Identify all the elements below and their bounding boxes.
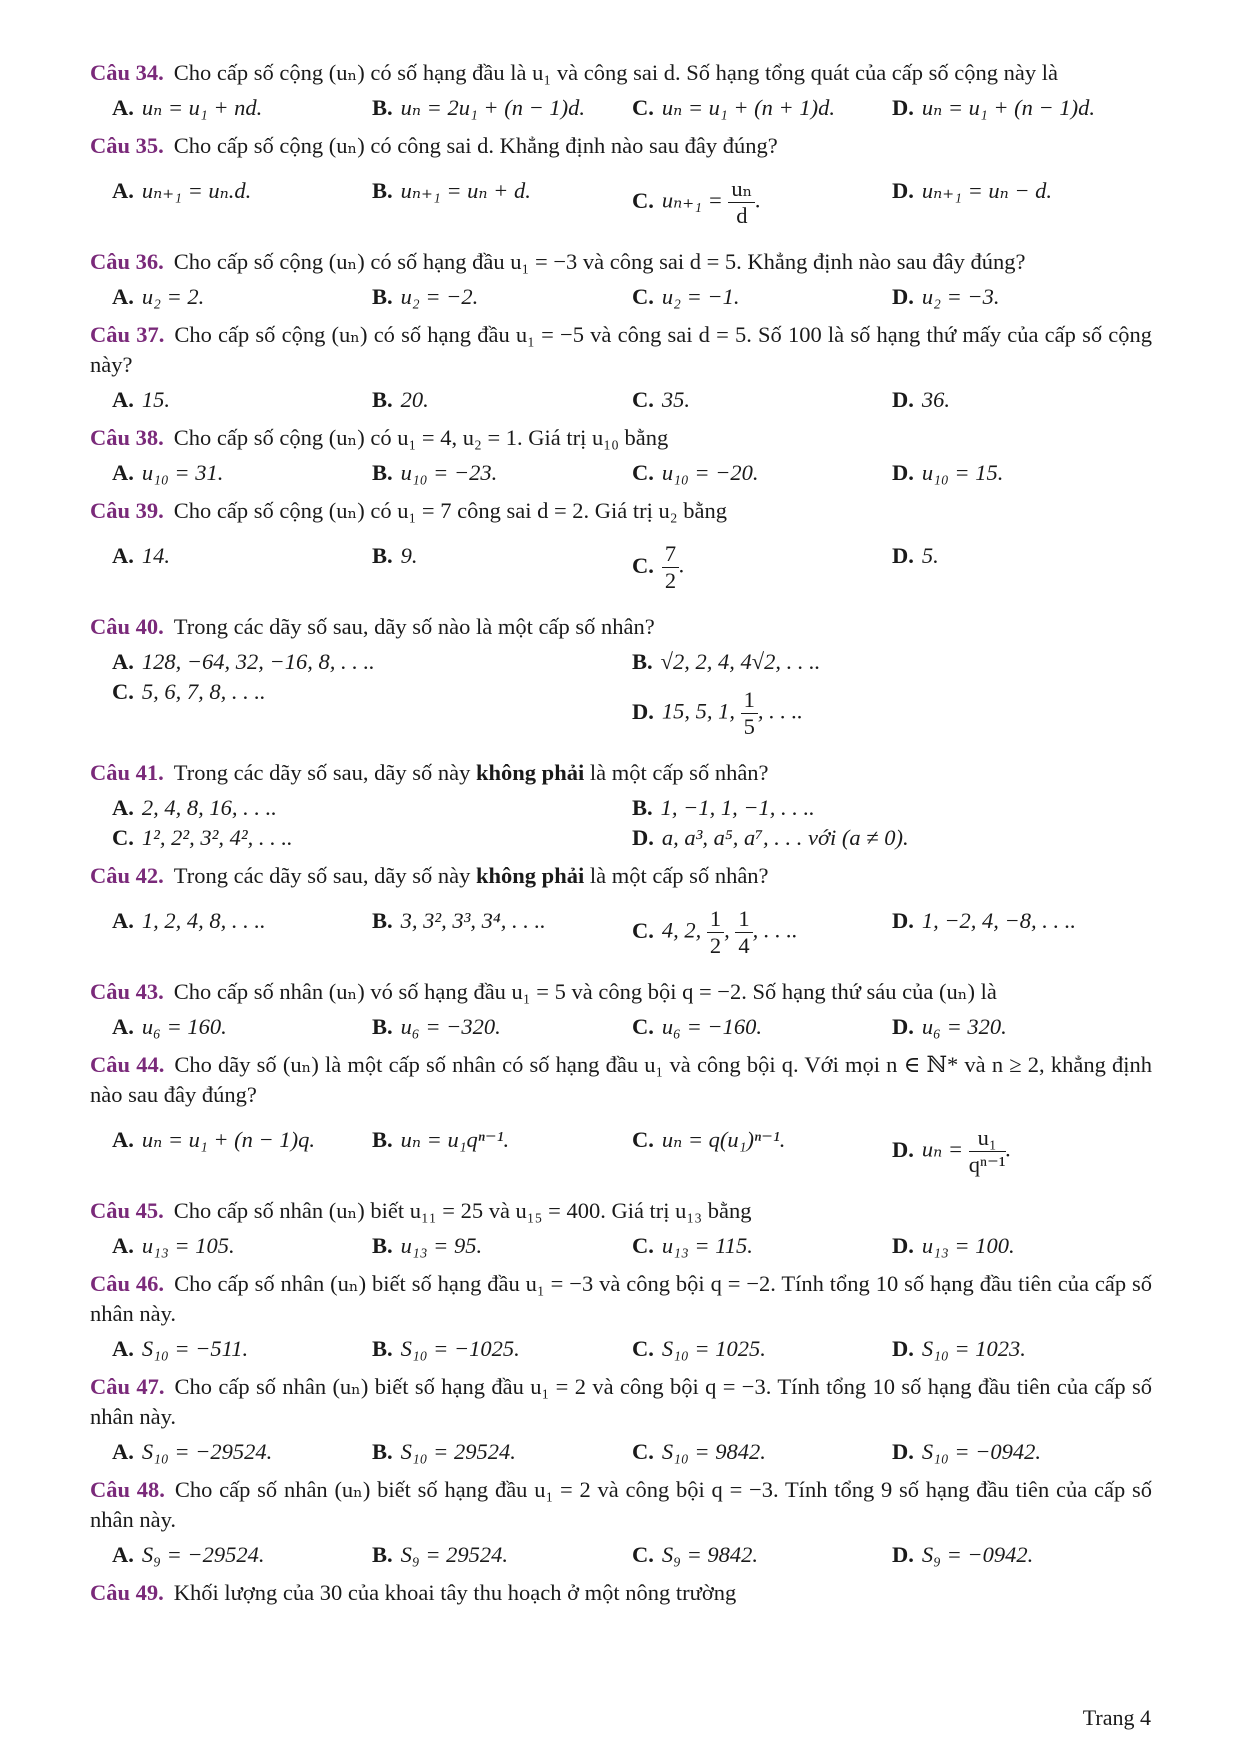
answer-option bbox=[632, 793, 1152, 823]
answer-option bbox=[372, 1334, 632, 1364]
question-stem bbox=[90, 861, 1152, 891]
answer-option bbox=[372, 531, 632, 604]
option-letter: C. bbox=[632, 1127, 654, 1152]
question bbox=[90, 247, 1152, 312]
option-text: √2, 2, 4, 4√2, . . .. bbox=[660, 649, 821, 674]
option-text: u₁₀ = 31. bbox=[141, 460, 224, 485]
option-text: 5. bbox=[921, 543, 939, 568]
question bbox=[90, 320, 1152, 415]
answer-option bbox=[632, 647, 1152, 677]
option-letter: A. bbox=[112, 460, 134, 485]
option-text: u₆ = 320. bbox=[921, 1014, 1007, 1039]
answer-options bbox=[90, 793, 1152, 853]
option-letter: A. bbox=[112, 1127, 134, 1152]
question bbox=[90, 1578, 1152, 1608]
answer-option bbox=[112, 166, 372, 239]
question-emphasis: không phải bbox=[476, 863, 585, 888]
question-text: Cho cấp số nhân (uₙ) biết u₁₁ = 25 và u₁₅ = 400. Giá trị u₁₃ bằng bbox=[173, 1198, 752, 1223]
option-letter: A. bbox=[112, 795, 134, 820]
answer-option bbox=[372, 385, 632, 415]
question bbox=[90, 612, 1152, 750]
answer-option bbox=[892, 1231, 1152, 1261]
option-text: . bbox=[1005, 1136, 1012, 1162]
question bbox=[90, 58, 1152, 123]
question-text: Cho cấp số cộng (uₙ) có u₁ = 4, u₂ = 1. Giá trị u₁₀ bằng bbox=[173, 425, 669, 450]
option-letter: D. bbox=[632, 698, 654, 724]
answer-options bbox=[90, 647, 1152, 750]
question-number: Câu 46. bbox=[90, 1271, 165, 1296]
question-number: Câu 43. bbox=[90, 979, 164, 1004]
answer-option bbox=[372, 166, 632, 239]
question-number: Câu 36. bbox=[90, 249, 164, 274]
answer-option bbox=[632, 823, 1152, 853]
question-text: Cho cấp số cộng (uₙ) có công sai d. Khẳng định nào sau đây đúng? bbox=[173, 133, 778, 158]
option-text: , . . .. bbox=[752, 917, 798, 943]
option-text: uₙ₊₁ = uₙ − d. bbox=[921, 178, 1053, 203]
option-text: u₁₀ = −23. bbox=[400, 460, 498, 485]
option-letter: B. bbox=[372, 1336, 393, 1361]
answer-option bbox=[112, 1012, 372, 1042]
option-letter: A. bbox=[112, 908, 134, 933]
option-text: 15. bbox=[141, 387, 170, 412]
option-letter: A. bbox=[112, 649, 134, 674]
option-letter: B. bbox=[372, 1542, 393, 1567]
question-stem bbox=[90, 320, 1152, 380]
answer-option bbox=[892, 1012, 1152, 1042]
option-text: 5, 6, 7, 8, . . .. bbox=[141, 679, 266, 704]
option-text: 20. bbox=[400, 387, 429, 412]
answer-options bbox=[90, 385, 1152, 415]
question-text: Khối lượng của 30 của khoai tây thu hoạch ở một nông trường bbox=[173, 1580, 737, 1605]
option-text: uₙ₊₁ = uₙ + d. bbox=[400, 178, 531, 203]
option-text: S₁₀ = 1025. bbox=[661, 1336, 766, 1361]
question-text: Cho cấp số nhân (uₙ) biết số hạng đầu u₁ = 2 và công bội q = −3. Tính tổng 9 số hạng đầu tiên của cấp số nhân này. bbox=[90, 1477, 1152, 1532]
option-letter: A. bbox=[112, 1439, 134, 1464]
question bbox=[90, 1196, 1152, 1261]
option-text: 128, −64, 32, −16, 8, . . .. bbox=[141, 649, 375, 674]
option-text: S₁₀ = −0942. bbox=[921, 1439, 1042, 1464]
option-text: S₉ = −29524. bbox=[141, 1542, 265, 1567]
fraction-numerator: 1 bbox=[735, 906, 752, 933]
answer-option bbox=[372, 896, 632, 969]
option-letter: A. bbox=[112, 178, 134, 203]
option-text: uₙ = q(u₁)ⁿ⁻¹. bbox=[661, 1127, 786, 1152]
option-letter: A. bbox=[112, 1336, 134, 1361]
page-number: Trang 4 bbox=[1082, 1705, 1151, 1730]
option-text: u₂ = −1. bbox=[661, 284, 740, 309]
question-number: Câu 41. bbox=[90, 760, 164, 785]
option-letter: D. bbox=[892, 95, 914, 120]
option-text: 4, 2, bbox=[661, 917, 707, 943]
option-letter: C. bbox=[632, 460, 654, 485]
option-letter: C. bbox=[632, 1439, 654, 1464]
answer-option bbox=[112, 647, 632, 677]
option-letter: B. bbox=[372, 387, 393, 412]
question-list bbox=[90, 58, 1152, 1616]
question bbox=[90, 131, 1152, 239]
fraction-numerator: 1 bbox=[741, 687, 758, 714]
answer-options bbox=[90, 1012, 1152, 1042]
question-text: Trong các dãy số sau, dãy số nào là một cấp số nhân? bbox=[173, 614, 655, 639]
option-text: , bbox=[724, 917, 736, 943]
question-text: Cho cấp số nhân (uₙ) biết số hạng đầu u₁ = 2 và công bội q = −3. Tính tổng 10 số hạng đầu tiên của cấp số nhân này. bbox=[90, 1374, 1153, 1429]
option-letter: C. bbox=[112, 679, 134, 704]
question bbox=[90, 861, 1152, 969]
option-text: . bbox=[679, 552, 685, 578]
question-stem bbox=[90, 58, 1152, 88]
fraction-numerator: 7 bbox=[662, 541, 679, 568]
question-stem bbox=[90, 1269, 1152, 1329]
option-text: a, a³, a⁵, a⁷, . . . với (a ≠ 0). bbox=[661, 825, 909, 850]
answer-option bbox=[892, 896, 1152, 969]
question bbox=[90, 496, 1152, 604]
question-text: Trong các dãy số sau, dãy số này bbox=[173, 760, 477, 785]
question-text-end: là một cấp số nhân? bbox=[584, 760, 769, 785]
option-letter: D. bbox=[892, 908, 914, 933]
answer-option bbox=[892, 1437, 1152, 1467]
option-letter: C. bbox=[632, 917, 654, 943]
question-text-end: là một cấp số nhân? bbox=[584, 863, 769, 888]
option-text: 1, −2, 4, −8, . . .. bbox=[921, 908, 1076, 933]
answer-option bbox=[112, 385, 372, 415]
answer-option bbox=[112, 896, 372, 969]
option-text: . bbox=[755, 187, 761, 213]
question-stem bbox=[90, 1372, 1152, 1432]
option-letter: B. bbox=[372, 1014, 393, 1039]
option-text: S₉ = 29524. bbox=[400, 1542, 509, 1567]
answer-option bbox=[892, 1115, 1152, 1188]
answer-options bbox=[90, 1115, 1152, 1188]
option-letter: D. bbox=[892, 1542, 914, 1567]
question-stem bbox=[90, 977, 1152, 1007]
option-letter: C. bbox=[632, 1542, 654, 1567]
option-text: uₙ = u₁qⁿ⁻¹. bbox=[400, 1127, 510, 1152]
question-number: Câu 34. bbox=[90, 60, 164, 85]
option-letter: B. bbox=[632, 795, 653, 820]
option-text: u₂ = −3. bbox=[921, 284, 1000, 309]
answer-option bbox=[372, 282, 632, 312]
answer-options bbox=[90, 896, 1152, 969]
option-text: , . . .. bbox=[757, 698, 803, 724]
option-letter: D. bbox=[892, 1014, 914, 1039]
question-emphasis: không phải bbox=[476, 760, 585, 785]
question-stem bbox=[90, 1196, 1152, 1226]
answer-option bbox=[632, 166, 892, 239]
option-letter: D. bbox=[892, 284, 914, 309]
answer-option bbox=[112, 1334, 372, 1364]
option-text: 36. bbox=[921, 387, 950, 412]
answer-option bbox=[112, 1115, 372, 1188]
answer-option bbox=[372, 1115, 632, 1188]
option-text: u₁₃ = 105. bbox=[141, 1233, 235, 1258]
question-number: Câu 35. bbox=[90, 133, 164, 158]
option-text: S₉ = −0942. bbox=[921, 1542, 1034, 1567]
answer-option bbox=[892, 458, 1152, 488]
option-text: u₆ = 160. bbox=[141, 1014, 227, 1039]
option-letter: B. bbox=[372, 1127, 393, 1152]
option-text: S₁₀ = −511. bbox=[141, 1336, 249, 1361]
option-text: u₂ = 2. bbox=[141, 284, 205, 309]
fraction bbox=[662, 541, 679, 594]
option-letter: D. bbox=[892, 1136, 914, 1162]
question-text: Cho cấp số cộng (uₙ) có số hạng đầu u₁ = −3 và công sai d = 5. Khẳng định nào sau đây đúng? bbox=[173, 249, 1026, 274]
option-letter: C. bbox=[632, 1336, 654, 1361]
option-letter: C. bbox=[632, 387, 654, 412]
option-text: uₙ₊₁ = uₙ.d. bbox=[141, 178, 252, 203]
answer-option bbox=[892, 282, 1152, 312]
option-letter: A. bbox=[112, 1542, 134, 1567]
question-number: Câu 48. bbox=[90, 1477, 165, 1502]
question-stem bbox=[90, 131, 1152, 161]
option-letter: D. bbox=[892, 1233, 914, 1258]
question-stem bbox=[90, 1578, 1152, 1608]
question bbox=[90, 758, 1152, 853]
option-letter: B. bbox=[372, 1233, 393, 1258]
question-number: Câu 42. bbox=[90, 863, 164, 888]
answer-option bbox=[892, 1334, 1152, 1364]
option-text: S₁₀ = 29524. bbox=[400, 1439, 516, 1464]
option-text: uₙ = u₁ + (n − 1)q. bbox=[141, 1127, 315, 1152]
answer-option bbox=[372, 1012, 632, 1042]
answer-option bbox=[632, 93, 892, 123]
fraction-numerator: 1 bbox=[707, 906, 724, 933]
option-text: uₙ = bbox=[921, 1136, 969, 1162]
question-stem bbox=[90, 758, 1152, 788]
option-text: u₆ = −160. bbox=[661, 1014, 762, 1039]
answer-option bbox=[112, 531, 372, 604]
fraction bbox=[735, 906, 752, 959]
fraction bbox=[969, 1125, 1006, 1178]
option-text: u₁₃ = 100. bbox=[921, 1233, 1015, 1258]
option-letter: B. bbox=[372, 178, 393, 203]
question-number: Câu 45. bbox=[90, 1198, 164, 1223]
option-text: 1, −1, 1, −1, . . .. bbox=[660, 795, 815, 820]
fraction-denominator: 4 bbox=[738, 933, 750, 958]
option-letter: D. bbox=[892, 543, 914, 568]
option-letter: A. bbox=[112, 95, 134, 120]
fraction-numerator: uₙ bbox=[728, 176, 755, 203]
option-text: 3, 3², 3³, 3⁴, . . .. bbox=[400, 908, 546, 933]
option-text: 15, 5, 1, bbox=[661, 698, 741, 724]
option-letter: B. bbox=[632, 649, 653, 674]
option-text: u₁₀ = 15. bbox=[921, 460, 1004, 485]
answer-option bbox=[892, 166, 1152, 239]
option-letter: D. bbox=[632, 825, 654, 850]
option-text: 35. bbox=[661, 387, 690, 412]
option-letter: D. bbox=[892, 178, 914, 203]
option-text: uₙ = u₁ + (n − 1)d. bbox=[921, 95, 1095, 120]
question-number: Câu 47. bbox=[90, 1374, 165, 1399]
option-text: u₁₃ = 95. bbox=[400, 1233, 483, 1258]
question bbox=[90, 977, 1152, 1042]
option-letter: C. bbox=[632, 95, 654, 120]
option-letter: C. bbox=[632, 187, 654, 213]
option-letter: B. bbox=[372, 543, 393, 568]
option-text: 1², 2², 3², 4², . . .. bbox=[141, 825, 293, 850]
answer-option bbox=[632, 282, 892, 312]
option-letter: B. bbox=[372, 460, 393, 485]
answer-options bbox=[90, 1540, 1152, 1570]
option-letter: D. bbox=[892, 460, 914, 485]
option-letter: B. bbox=[372, 908, 393, 933]
option-text: uₙ = 2u₁ + (n − 1)d. bbox=[400, 95, 585, 120]
option-letter: C. bbox=[632, 1014, 654, 1039]
option-letter: D. bbox=[892, 1336, 914, 1361]
option-letter: D. bbox=[892, 387, 914, 412]
option-letter: D. bbox=[892, 1439, 914, 1464]
answer-options bbox=[90, 531, 1152, 604]
question-text: Cho cấp số nhân (uₙ) vó số hạng đầu u₁ = 5 và công bội q = −2. Số hạng thứ sáu của (uₙ) là bbox=[173, 979, 997, 1004]
option-text: u₂ = −2. bbox=[400, 284, 479, 309]
answer-options bbox=[90, 166, 1152, 239]
fraction-denominator: 2 bbox=[664, 568, 677, 593]
question-number: Câu 44. bbox=[90, 1052, 165, 1077]
question-number: Câu 38. bbox=[90, 425, 164, 450]
answer-options bbox=[90, 1437, 1152, 1467]
answer-option bbox=[112, 677, 632, 750]
answer-option bbox=[632, 385, 892, 415]
option-letter: B. bbox=[372, 1439, 393, 1464]
answer-option bbox=[632, 458, 892, 488]
question-text: Cho cấp số cộng (uₙ) có số hạng đầu là u₁ và công sai d. Số hạng tổng quát của cấp số cộng này là bbox=[173, 60, 1059, 85]
question-stem bbox=[90, 612, 1152, 642]
fraction bbox=[741, 687, 758, 740]
answer-option bbox=[892, 531, 1152, 604]
question-text: Cho cấp số nhân (uₙ) biết số hạng đầu u₁ = −3 và công bội q = −2. Tính tổng 10 số hạng đầu tiên của cấp số nhân này. bbox=[90, 1271, 1153, 1326]
answer-options bbox=[90, 282, 1152, 312]
answer-option bbox=[632, 896, 892, 969]
question bbox=[90, 1372, 1152, 1467]
answer-option bbox=[892, 93, 1152, 123]
question-number: Câu 39. bbox=[90, 498, 164, 523]
option-text: uₙ₊₁ = bbox=[661, 187, 729, 213]
answer-option bbox=[112, 793, 632, 823]
answer-option bbox=[632, 1012, 892, 1042]
answer-options bbox=[90, 458, 1152, 488]
question-stem bbox=[90, 1475, 1152, 1535]
fraction-denominator: 2 bbox=[709, 933, 722, 958]
question-text: Cho cấp số cộng (uₙ) có u₁ = 7 công sai d = 2. Giá trị u₂ bằng bbox=[173, 498, 727, 523]
fraction-denominator: 5 bbox=[743, 714, 755, 739]
fraction-denominator: d bbox=[736, 203, 748, 228]
option-text: S₁₀ = −29524. bbox=[141, 1439, 273, 1464]
question bbox=[90, 1475, 1152, 1570]
question-text: Cho dãy số (uₙ) là một cấp số nhân có số hạng đầu u₁ và công bội q. Với mọi n ∈ ℕ* và n ≥ 2, khẳng định nào sau đây đúng? bbox=[90, 1052, 1153, 1107]
option-letter: C. bbox=[632, 1233, 654, 1258]
answer-option bbox=[372, 93, 632, 123]
answer-options bbox=[90, 93, 1152, 123]
question-text: Cho cấp số cộng (uₙ) có số hạng đầu u₁ = −5 và công sai d = 5. Số 100 là số hạng thứ mấy của cấp số cộng này? bbox=[90, 322, 1153, 377]
option-letter: A. bbox=[112, 1233, 134, 1258]
fraction-numerator: u₁ bbox=[969, 1125, 1006, 1152]
answer-options bbox=[90, 1231, 1152, 1261]
option-text: S₁₀ = 9842. bbox=[661, 1439, 766, 1464]
option-text: u₆ = −320. bbox=[400, 1014, 501, 1039]
option-letter: A. bbox=[112, 1014, 134, 1039]
answer-option bbox=[372, 1437, 632, 1467]
option-text: 1, 2, 4, 8, . . .. bbox=[141, 908, 266, 933]
answer-option bbox=[112, 282, 372, 312]
option-letter: B. bbox=[372, 95, 393, 120]
question-stem bbox=[90, 423, 1152, 453]
option-letter: C. bbox=[632, 284, 654, 309]
option-text: u₁₀ = −20. bbox=[661, 460, 759, 485]
question bbox=[90, 1269, 1152, 1364]
option-text: u₁₃ = 115. bbox=[661, 1233, 753, 1258]
answer-option bbox=[632, 1334, 892, 1364]
answer-option bbox=[112, 1437, 372, 1467]
question-number: Câu 40. bbox=[90, 614, 164, 639]
answer-option bbox=[112, 823, 632, 853]
answer-option bbox=[632, 1115, 892, 1188]
option-text: 9. bbox=[400, 543, 418, 568]
answer-option bbox=[372, 1231, 632, 1261]
question-stem bbox=[90, 247, 1152, 277]
question-stem bbox=[90, 496, 1152, 526]
question-stem bbox=[90, 1050, 1152, 1110]
answer-option bbox=[112, 1540, 372, 1570]
option-letter: A. bbox=[112, 284, 134, 309]
answer-option bbox=[892, 385, 1152, 415]
question-text: Trong các dãy số sau, dãy số này bbox=[173, 863, 477, 888]
question bbox=[90, 423, 1152, 488]
fraction bbox=[707, 906, 724, 959]
answer-option bbox=[632, 531, 892, 604]
question-number: Câu 49. bbox=[90, 1580, 164, 1605]
option-text: S₁₀ = 1023. bbox=[921, 1336, 1026, 1361]
option-text: S₁₀ = −1025. bbox=[400, 1336, 520, 1361]
answer-option bbox=[632, 1437, 892, 1467]
answer-option bbox=[112, 1231, 372, 1261]
answer-option bbox=[372, 1540, 632, 1570]
option-text: 14. bbox=[141, 543, 170, 568]
option-text: 2, 4, 8, 16, . . .. bbox=[141, 795, 277, 820]
answer-options bbox=[90, 1334, 1152, 1364]
answer-option bbox=[892, 1540, 1152, 1570]
option-letter: C. bbox=[632, 552, 654, 578]
fraction bbox=[728, 176, 755, 229]
answer-option bbox=[372, 458, 632, 488]
answer-option bbox=[632, 677, 1152, 750]
fraction-denominator: qⁿ⁻¹ bbox=[968, 1152, 1006, 1177]
answer-option bbox=[112, 93, 372, 123]
question-number: Câu 37. bbox=[90, 322, 165, 347]
option-letter: B. bbox=[372, 284, 393, 309]
question bbox=[90, 1050, 1152, 1188]
answer-option bbox=[632, 1540, 892, 1570]
option-letter: A. bbox=[112, 543, 134, 568]
option-text: uₙ = u₁ + (n + 1)d. bbox=[661, 95, 835, 120]
option-text: S₉ = 9842. bbox=[661, 1542, 759, 1567]
option-letter: A. bbox=[112, 387, 134, 412]
option-text: uₙ = u₁ + nd. bbox=[141, 95, 263, 120]
option-letter: C. bbox=[112, 825, 134, 850]
answer-option bbox=[112, 458, 372, 488]
answer-option bbox=[632, 1231, 892, 1261]
